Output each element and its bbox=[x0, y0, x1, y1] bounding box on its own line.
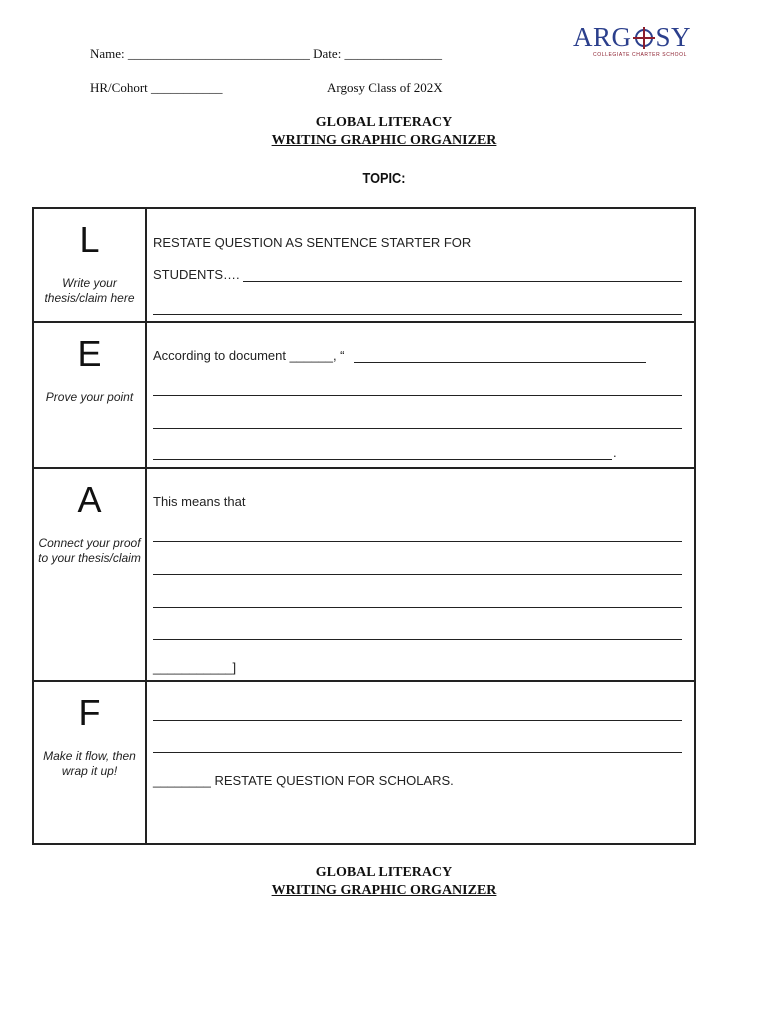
footer-title-line-1: GLOBAL LITERACY bbox=[315, 865, 453, 880]
row-e-label-cell bbox=[34, 323, 147, 467]
answer-prompt: This means that bbox=[153, 494, 246, 509]
row-letter: L bbox=[79, 219, 100, 260]
row-f bbox=[34, 682, 694, 843]
row-hint: Write your thesis/claim here bbox=[44, 276, 135, 305]
row-l-label-cell bbox=[34, 209, 147, 321]
organizer-table bbox=[32, 207, 696, 845]
title-line-2: WRITING GRAPHIC ORGANIZER bbox=[271, 133, 497, 148]
footer-title-line-2: WRITING GRAPHIC ORGANIZER bbox=[271, 883, 497, 898]
answer-line[interactable] bbox=[153, 395, 682, 396]
compass-cross-icon bbox=[633, 27, 655, 49]
topic-label: TOPIC: bbox=[362, 170, 406, 187]
answer-prompt: According to document ______, “ bbox=[153, 348, 345, 363]
row-letter: E bbox=[77, 333, 102, 374]
answer-line[interactable] bbox=[153, 428, 682, 429]
class-label: Argosy Class of 202X bbox=[327, 80, 443, 95]
name-date-field[interactable]: Name: ____________________________ Date: _______________ bbox=[90, 46, 443, 61]
row-hint: Connect your proof to your thesis/claim bbox=[38, 536, 141, 565]
title-line-1: GLOBAL LITERACY bbox=[315, 115, 453, 130]
answer-line[interactable] bbox=[153, 720, 682, 721]
logo-word-right: SY bbox=[655, 22, 692, 52]
answer-prompt: RESTATE QUESTION AS SENTENCE STARTER FOR bbox=[153, 235, 472, 250]
answer-prompt: STUDENTS…. bbox=[153, 267, 240, 282]
answer-line[interactable] bbox=[153, 314, 682, 315]
row-f-answer-area[interactable] bbox=[147, 682, 694, 843]
answer-line[interactable] bbox=[153, 459, 612, 460]
answer-line[interactable] bbox=[153, 541, 682, 542]
answer-line[interactable] bbox=[153, 752, 682, 753]
row-e bbox=[34, 323, 694, 469]
row-a bbox=[34, 469, 694, 682]
row-hint: Prove your point bbox=[45, 390, 134, 404]
row-e-answer-area[interactable] bbox=[147, 323, 694, 467]
answer-line[interactable] bbox=[243, 281, 682, 282]
row-l bbox=[34, 209, 694, 323]
answer-prompt: ________ RESTATE QUESTION FOR SCHOLARS. bbox=[153, 773, 454, 788]
answer-line[interactable] bbox=[153, 607, 682, 608]
answer-line[interactable] bbox=[153, 639, 682, 640]
row-f-label-cell bbox=[34, 682, 147, 843]
row-l-answer-area[interactable] bbox=[147, 209, 694, 321]
logo-tagline: COLLEGIATE CHARTER SCHOOL bbox=[593, 52, 687, 58]
answer-line[interactable] bbox=[153, 574, 682, 575]
hr-cohort-field[interactable]: HR/Cohort ___________ bbox=[90, 80, 223, 95]
answer-closing: ___________] bbox=[153, 660, 237, 675]
row-letter: A bbox=[77, 479, 102, 520]
argosy-logo bbox=[573, 24, 698, 58]
row-a-answer-area[interactable] bbox=[147, 469, 694, 680]
logo-word-left: ARG bbox=[573, 22, 632, 52]
row-letter: F bbox=[78, 692, 101, 733]
answer-line[interactable] bbox=[354, 362, 646, 363]
row-hint: Make it flow, then wrap it up! bbox=[43, 749, 136, 778]
answer-period: . bbox=[613, 445, 617, 460]
row-a-label-cell bbox=[34, 469, 147, 680]
